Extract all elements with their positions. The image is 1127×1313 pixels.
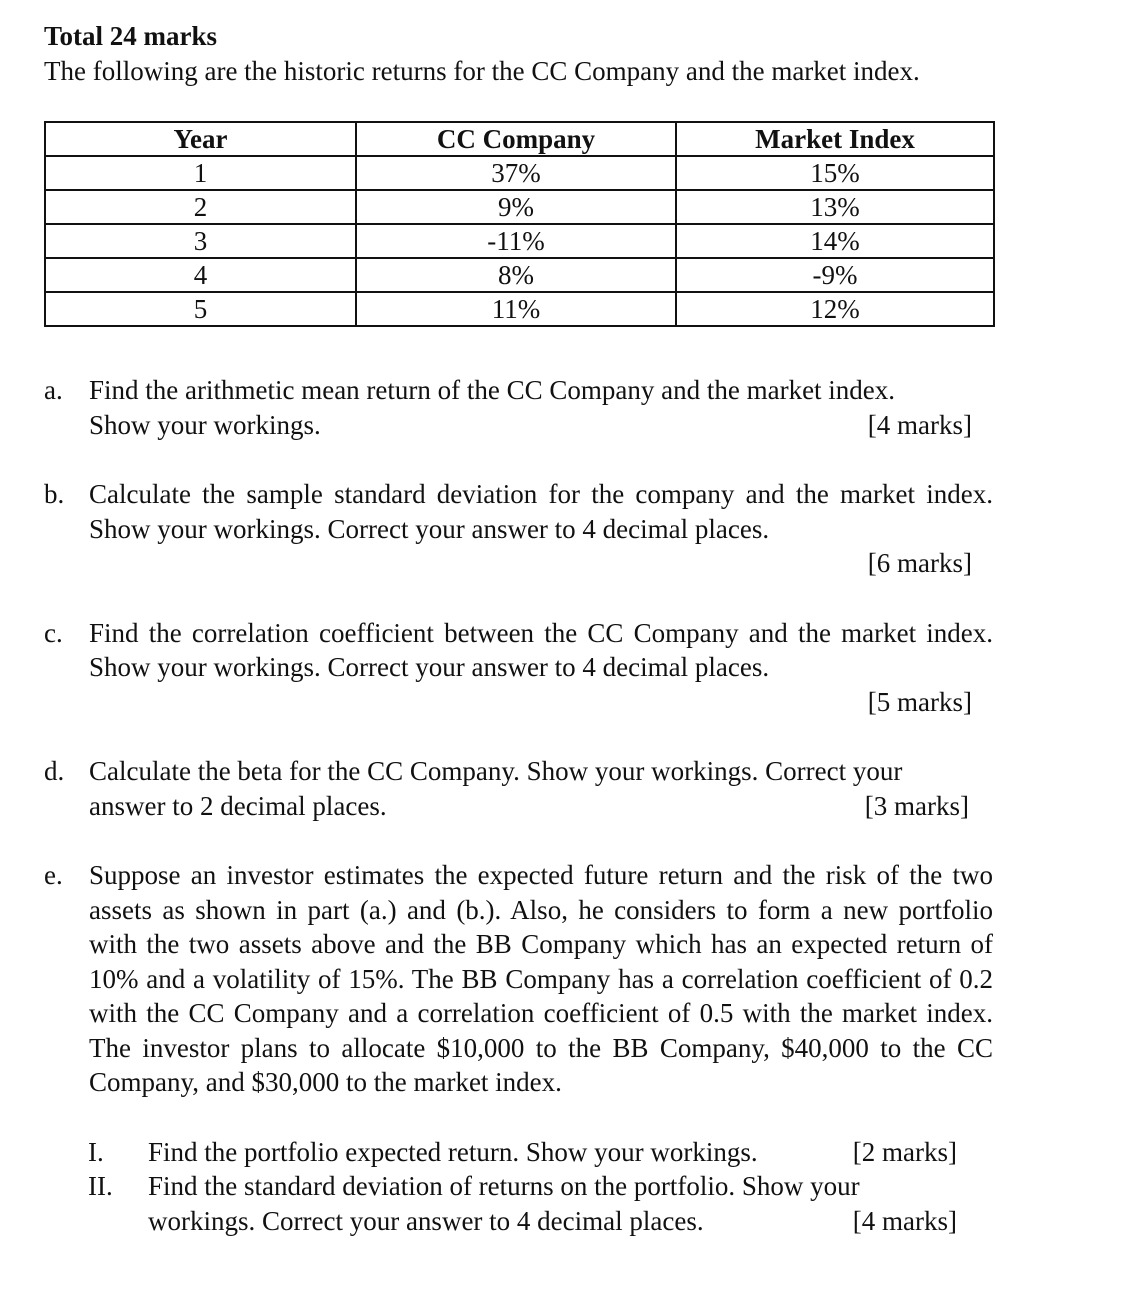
subquestion-list (44, 1135, 993, 1239)
question-text: Calculate the beta for the CC Company. Show your workings. Correct your (89, 756, 903, 786)
marks-label: [3 marks] (864, 790, 969, 821)
subquestion-ii (88, 1169, 993, 1238)
table-row (45, 156, 994, 190)
question-text: answer to 2 decimal places. (89, 790, 387, 821)
question-label: e. (44, 860, 63, 890)
table-row (45, 292, 994, 326)
table-header-row (45, 122, 994, 156)
question-text: Calculate the sample standard deviation for the company and the market index. Show your workings. Correct your answer to 4 decimal places. (89, 479, 993, 544)
question-e (44, 858, 993, 1100)
cell-year: 5 (45, 292, 356, 326)
cell-cc-return: -11% (356, 224, 676, 258)
subquestion-i (88, 1135, 993, 1170)
cell-year: 2 (45, 190, 356, 224)
question-label: b. (44, 479, 65, 509)
subquestion-text: Find the portfolio expected return. Show your workings. (148, 1136, 758, 1167)
subquestion-text: workings. Correct your answer to 4 decimal places. (148, 1205, 704, 1236)
table-row (45, 190, 994, 224)
question-label: d. (44, 756, 65, 786)
cell-market-return: 12% (676, 292, 994, 326)
question-text: Find the correlation coefficient between the CC Company and the market index. Show your workings. Correct your answer to 4 decimal places. (89, 617, 993, 682)
subquestion-label: II. (88, 1171, 113, 1201)
question-b (44, 477, 993, 581)
header-market-index: Market Index (676, 122, 994, 156)
question-text: Show your workings. (89, 409, 321, 440)
question-label: a. (44, 375, 63, 405)
cell-market-return: 13% (676, 190, 994, 224)
cell-year: 1 (45, 156, 356, 190)
page-heading: Total 24 marks (44, 21, 218, 51)
marks-label: [4 marks] (852, 1205, 957, 1236)
marks-label: [2 marks] (852, 1136, 957, 1167)
question-text: Find the arithmetic mean return of the CC Company and the market index. (89, 375, 896, 405)
header-cc-company: CC Company (356, 122, 676, 156)
question-a (44, 373, 993, 442)
question-text: Suppose an investor estimates the expected future return and the risk of the two assets as shown in part (a.) and (b.). Also, he considers to form a new portfolio with the two assets above and the BB Company which has an expected return of 10% and a volatility of 15%. The BB Company has a correlation coefficient of 0.2 with the CC Company and a correlation coefficient of 0.5 with the market index. The investor plans to allocate $10,000 to the BB Company, $40,000 to the CC Company, and $30,000 to the market index. (89, 860, 993, 1097)
marks-label: [5 marks] (867, 686, 972, 717)
question-list (44, 373, 993, 1238)
intro-text: The following are the historic returns for the CC Company and the market index. (44, 56, 920, 86)
returns-table (44, 121, 995, 327)
header-year: Year (45, 122, 356, 156)
cell-year: 4 (45, 258, 356, 292)
subquestion-text: Find the standard deviation of returns on the portfolio. Show your (148, 1171, 860, 1201)
cell-market-return: -9% (676, 258, 994, 292)
question-d (44, 754, 993, 823)
cell-market-return: 14% (676, 224, 994, 258)
cell-cc-return: 37% (356, 156, 676, 190)
subquestion-label: I. (88, 1136, 104, 1167)
cell-cc-return: 8% (356, 258, 676, 292)
question-c (44, 616, 993, 720)
question-label: c. (44, 617, 63, 648)
marks-label: [6 marks] (867, 548, 972, 578)
cell-year: 3 (45, 224, 356, 258)
cell-cc-return: 11% (356, 292, 676, 326)
table-row (45, 258, 994, 292)
cell-cc-return: 9% (356, 190, 676, 224)
cell-market-return: 15% (676, 156, 994, 190)
marks-label: [4 marks] (867, 409, 972, 440)
table-row (45, 224, 994, 258)
